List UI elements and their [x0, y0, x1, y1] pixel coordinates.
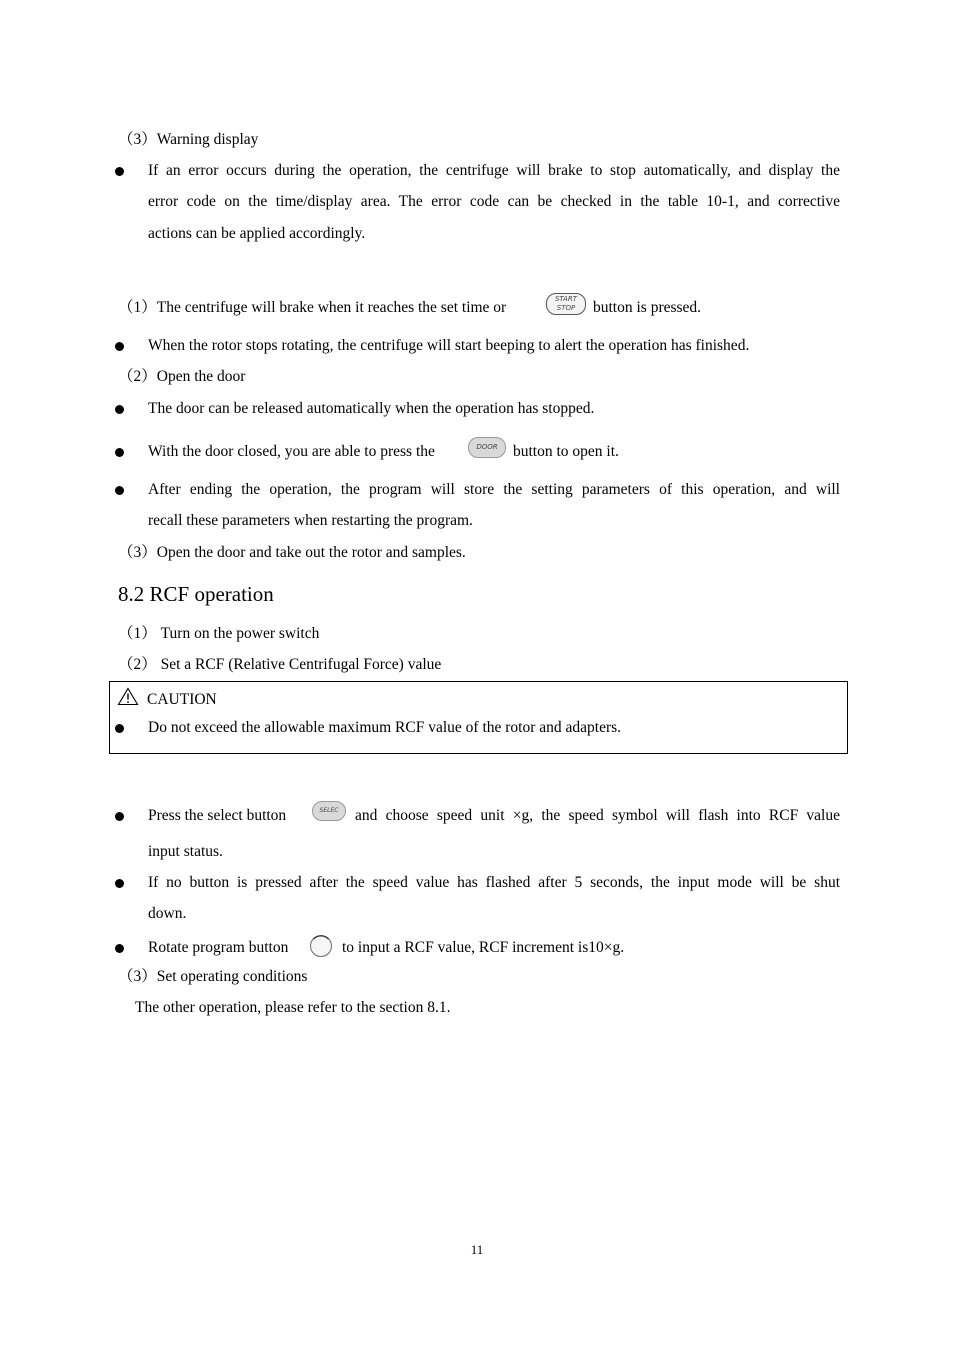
power-switch-item: （1） Turn on the power switch — [118, 625, 320, 642]
set-rcf-item: （2） Set a RCF (Relative Centrifugal Force) value — [118, 656, 442, 673]
other-operation-text: The other operation, please refer to the section 8.1. — [135, 999, 451, 1016]
error-bullet-line-3: actions can be applied accordingly. — [148, 225, 366, 242]
no-button-line-1: If no button is pressed after the speed value has flashed after 5 seconds, the input mode will be shut — [148, 874, 840, 891]
section-heading-rcf: 8.2 RCF operation — [118, 582, 274, 606]
no-button-line-2: down. — [148, 905, 187, 922]
start-stop-icon-bottom: STOP — [556, 304, 576, 312]
bullet-dot — [115, 405, 124, 414]
bullet-dot — [115, 486, 124, 495]
brake-item-suffix: button is pressed. — [593, 299, 702, 316]
door-closed-prefix: With the door closed, you are able to press the — [148, 443, 435, 460]
caution-title: CAUTION — [147, 691, 217, 708]
rotor-stops-bullet: When the rotor stops rotating, the centrifuge will start beeping to alert the operation has finished. — [148, 337, 750, 354]
select-bullet-line-2: input status. — [148, 843, 223, 860]
error-bullet-line-1: If an error occurs during the operation, the centrifuge will brake to stop automatically, and display the — [148, 162, 840, 179]
page-number: 11 — [470, 1242, 484, 1257]
operating-conditions-item: （3）Set operating conditions — [118, 968, 308, 985]
bullet-dot — [115, 342, 124, 351]
bullet-dot — [115, 724, 124, 733]
caution-bullet: Do not exceed the allowable maximum RCF value of the rotor and adapters. — [148, 719, 622, 736]
door-closed-suffix: button to open it. — [513, 443, 619, 460]
bullet-dot — [115, 812, 124, 821]
brake-item-prefix: （1）The centrifuge will brake when it reaches the set time or — [118, 299, 507, 316]
warning-triangle-icon — [117, 687, 139, 706]
bullet-dot — [115, 944, 124, 953]
door-button-icon: DOOR — [468, 437, 506, 458]
start-stop-button-icon — [546, 293, 586, 315]
rotate-bullet-suffix: to input a RCF value, RCF increment is10×g. — [342, 939, 625, 956]
take-out-rotor-item: （3）Open the door and take out the rotor and samples. — [118, 544, 466, 561]
select-bullet-prefix: Press the select button — [148, 807, 287, 824]
after-ending-line-2: recall these parameters when restarting the program. — [148, 512, 473, 529]
bullet-dot — [115, 879, 124, 888]
door-released-bullet: The door can be released automatically when the operation has stopped. — [148, 400, 595, 417]
start-stop-icon-top: START — [554, 295, 577, 303]
open-door-heading: （2）Open the door — [118, 368, 246, 385]
select-button-icon: SELEC — [312, 801, 346, 821]
select-bullet-suffix: and choose speed unit ×g, the speed symbol will flash into RCF value — [355, 807, 840, 824]
error-bullet-line-2: error code on the time/display area. The error code can be checked in the table 10-1, and corrective — [148, 193, 840, 210]
bullet-dot — [115, 448, 124, 457]
program-knob-icon — [308, 933, 334, 959]
warning-display-heading: （3）Warning display — [118, 131, 259, 148]
bullet-dot — [115, 167, 124, 176]
rotate-bullet-prefix: Rotate program button — [148, 939, 289, 956]
after-ending-line-1: After ending the operation, the program will store the setting parameters of this operation, and will — [148, 481, 840, 498]
